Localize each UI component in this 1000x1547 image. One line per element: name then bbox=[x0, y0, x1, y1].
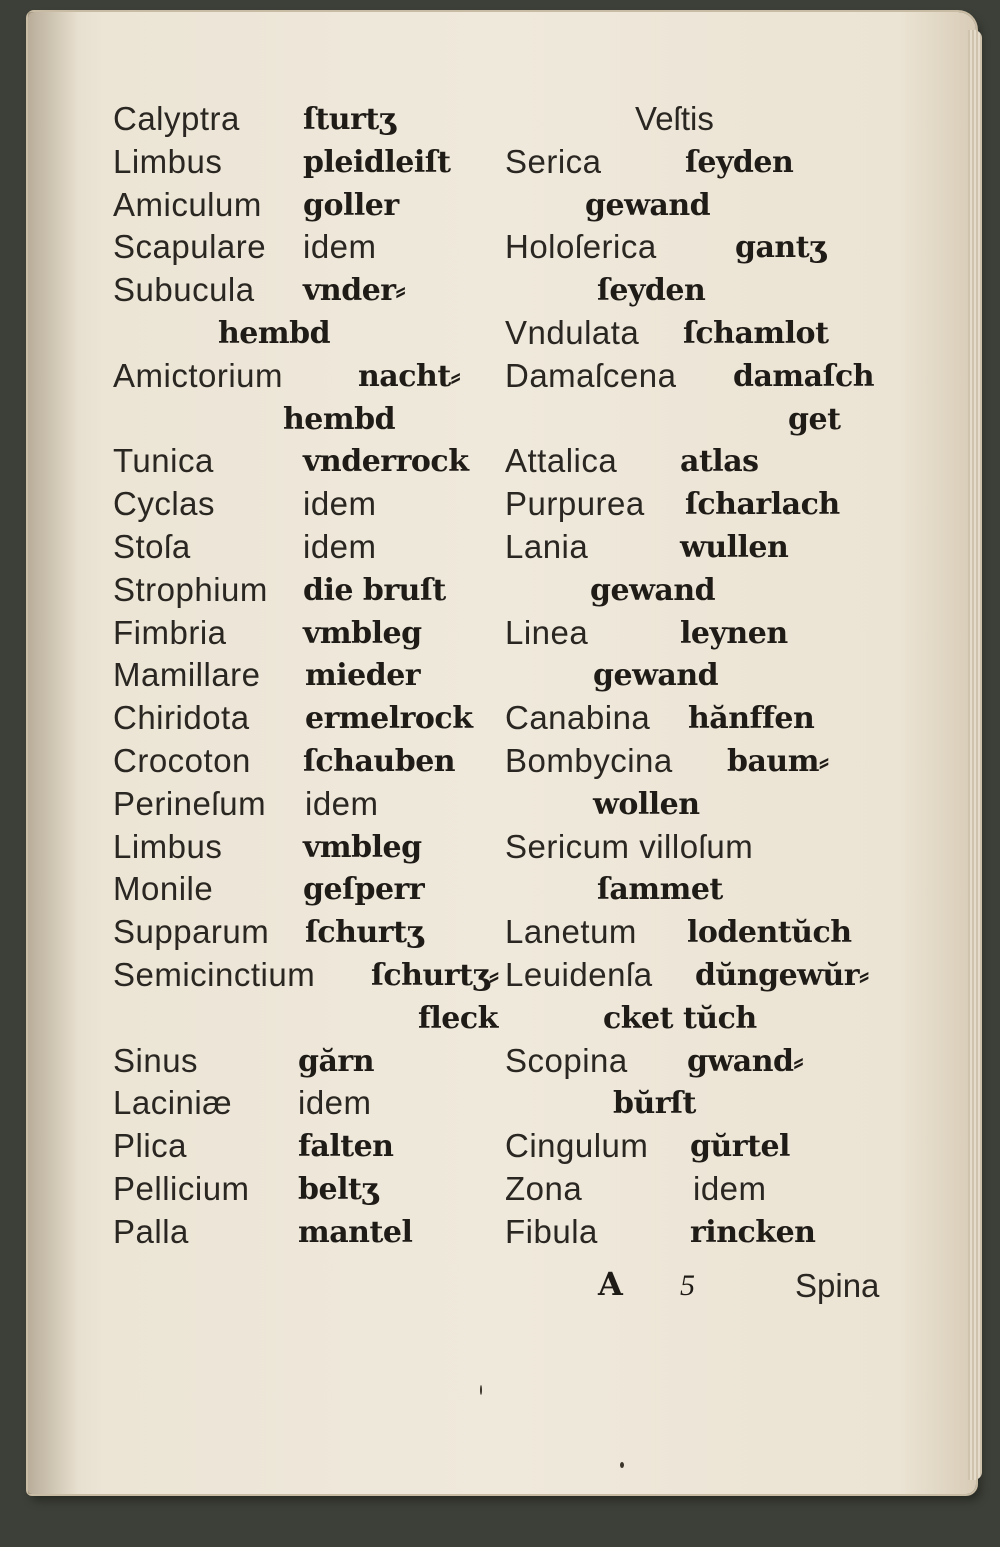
german-term: get bbox=[788, 401, 841, 437]
entry bbox=[113, 1213, 503, 1256]
german-term: hănffen bbox=[688, 701, 815, 737]
latin-term: Amiculum bbox=[113, 185, 262, 223]
column-heading bbox=[505, 100, 905, 143]
entry bbox=[505, 656, 905, 699]
german-term: gewand bbox=[593, 658, 719, 694]
entry bbox=[505, 571, 905, 614]
german-term: dŭngewŭr⸗ bbox=[695, 957, 869, 993]
entry bbox=[113, 870, 503, 913]
entry bbox=[113, 828, 503, 871]
latin-term: Sinus bbox=[113, 1041, 199, 1079]
german-term: geſperr bbox=[303, 872, 425, 908]
german-term: atlas bbox=[680, 444, 759, 480]
entry bbox=[505, 271, 905, 314]
entry bbox=[113, 785, 503, 828]
entry bbox=[113, 571, 503, 614]
latin-term: Palla bbox=[113, 1212, 189, 1250]
german-term: ſchamlot bbox=[683, 315, 829, 351]
entry bbox=[113, 442, 503, 485]
ink-speck bbox=[480, 1385, 482, 1395]
german-term: idem bbox=[305, 784, 379, 822]
entry bbox=[505, 357, 905, 400]
entry bbox=[505, 528, 905, 571]
latin-term: Limbus bbox=[113, 142, 223, 180]
latin-term: Purpurea bbox=[505, 485, 645, 523]
german-term: bŭrſt bbox=[613, 1086, 696, 1122]
latin-term: Fimbria bbox=[113, 613, 227, 651]
heading-vestis: Veſtis bbox=[635, 100, 714, 137]
german-term: gantʒ bbox=[735, 230, 826, 266]
entry bbox=[113, 186, 503, 229]
latin-term: Supparum bbox=[113, 913, 270, 951]
german-term: nacht⸗ bbox=[358, 358, 461, 394]
entry bbox=[505, 442, 905, 485]
latin-term: Laciniæ bbox=[113, 1084, 233, 1122]
latin-term: Leuidenſa bbox=[505, 955, 653, 993]
german-term: vnder⸗ bbox=[303, 273, 406, 309]
entry bbox=[505, 314, 905, 357]
latin-term: Stoſa bbox=[113, 527, 191, 565]
latin-term: Cingulum bbox=[505, 1127, 649, 1165]
latin-term: Plica bbox=[113, 1127, 188, 1165]
german-term: vmbleg bbox=[303, 829, 422, 865]
signature-mark: A bbox=[598, 1265, 623, 1303]
german-term: gwand⸗ bbox=[687, 1043, 804, 1079]
entry bbox=[505, 228, 905, 271]
page-fore-edge bbox=[968, 30, 982, 1480]
right-column bbox=[505, 100, 905, 1256]
latin-term: Scapulare bbox=[113, 228, 267, 266]
entry bbox=[113, 1127, 503, 1170]
latin-term: Strophium bbox=[113, 570, 268, 608]
german-term: goller bbox=[303, 187, 399, 223]
german-term: ſeyden bbox=[685, 144, 794, 180]
entry bbox=[505, 614, 905, 657]
entry bbox=[505, 1084, 905, 1127]
latin-term: Serica bbox=[505, 142, 602, 180]
german-term: mieder bbox=[305, 658, 421, 694]
german-term: mantel bbox=[298, 1214, 413, 1250]
german-term: gewand bbox=[585, 187, 711, 223]
german-term: leynen bbox=[680, 615, 788, 651]
entry bbox=[505, 699, 905, 742]
german-term: fleck bbox=[418, 1000, 498, 1036]
german-term: cket tŭch bbox=[603, 1000, 757, 1036]
entry bbox=[505, 485, 905, 528]
latin-term: Mamillare bbox=[113, 656, 261, 694]
latin-term: Subucula bbox=[113, 271, 255, 309]
latin-term: Canabina bbox=[505, 699, 651, 737]
entry bbox=[505, 1127, 905, 1170]
entry bbox=[505, 828, 905, 871]
german-term: ſchauben bbox=[303, 743, 456, 779]
german-term: ſturtʒ bbox=[303, 102, 396, 137]
latin-term: Damaſcena bbox=[505, 356, 677, 394]
german-term: ſcharlach bbox=[685, 487, 840, 523]
entry bbox=[505, 785, 905, 828]
german-term: ſchurtʒ⸗ bbox=[371, 957, 499, 993]
german-term: gŭrtel bbox=[690, 1129, 790, 1165]
german-term: lodentŭch bbox=[687, 915, 852, 951]
latin-term: Lanetum bbox=[505, 913, 637, 951]
entry bbox=[113, 614, 503, 657]
entry bbox=[505, 913, 905, 956]
latin-term: Perineſum bbox=[113, 784, 267, 822]
entry bbox=[113, 314, 503, 357]
latin-term: Semicinctium bbox=[113, 955, 316, 993]
latin-term: Monile bbox=[113, 870, 214, 908]
latin-term: Linea bbox=[505, 613, 589, 651]
entry bbox=[113, 228, 503, 271]
german-term: pleidleiſt bbox=[303, 144, 451, 180]
entry bbox=[113, 656, 503, 699]
entry bbox=[113, 485, 503, 528]
entry bbox=[505, 400, 905, 443]
entry bbox=[505, 742, 905, 785]
entry bbox=[113, 956, 503, 999]
german-term: falten bbox=[298, 1129, 394, 1165]
entry bbox=[505, 1042, 905, 1085]
german-term: idem bbox=[693, 1169, 767, 1207]
german-term: gărn bbox=[298, 1043, 375, 1079]
german-term: ſeyden bbox=[597, 273, 706, 309]
entry bbox=[505, 186, 905, 229]
german-term: rincken bbox=[690, 1214, 816, 1250]
entry bbox=[505, 143, 905, 186]
entry bbox=[113, 528, 503, 571]
latin-term: Crocoton bbox=[113, 741, 251, 779]
latin-term: Tunica bbox=[113, 442, 214, 480]
latin-term: Pellicium bbox=[113, 1169, 250, 1207]
left-column bbox=[113, 100, 503, 1256]
entry bbox=[113, 913, 503, 956]
latin-term: Fibula bbox=[505, 1212, 598, 1250]
signature-number: 5 bbox=[680, 1269, 695, 1302]
entry bbox=[505, 1213, 905, 1256]
latin-term: Calyptra bbox=[113, 100, 240, 137]
entry bbox=[113, 400, 503, 443]
latin-term: Scopina bbox=[505, 1041, 628, 1079]
ink-speck bbox=[620, 1462, 624, 1468]
latin-term: Attalica bbox=[505, 442, 618, 480]
entry bbox=[113, 699, 503, 742]
entry bbox=[505, 870, 905, 913]
entry bbox=[113, 1042, 503, 1085]
german-term: wollen bbox=[593, 786, 700, 822]
catchword: Spina bbox=[795, 1267, 880, 1304]
german-term: ermelrock bbox=[305, 701, 473, 737]
entry bbox=[505, 999, 905, 1042]
german-term: die bruſt bbox=[303, 572, 446, 608]
german-term: damaſch bbox=[733, 358, 875, 394]
latin-term: Limbus bbox=[113, 827, 223, 865]
latin-term: Sericum villoſum bbox=[505, 827, 754, 865]
german-term: gewand bbox=[590, 572, 716, 608]
german-term: idem bbox=[298, 1084, 372, 1122]
entry bbox=[113, 100, 503, 143]
german-term: hembd bbox=[283, 401, 396, 437]
german-term: baum⸗ bbox=[727, 743, 829, 779]
latin-term: Holoſerica bbox=[505, 228, 657, 266]
latin-term: Chiridota bbox=[113, 699, 250, 737]
german-term: vnderrock bbox=[303, 444, 469, 480]
entry bbox=[505, 956, 905, 999]
german-term: ſchurtʒ bbox=[305, 915, 423, 951]
latin-term: Vndulata bbox=[505, 313, 640, 351]
entry bbox=[113, 143, 503, 186]
latin-term: Zona bbox=[505, 1169, 583, 1207]
entry bbox=[113, 999, 503, 1042]
entry bbox=[505, 1170, 905, 1213]
latin-term: Amictorium bbox=[113, 356, 284, 394]
entry bbox=[113, 1170, 503, 1213]
latin-term: Cyclas bbox=[113, 485, 216, 523]
german-term: hembd bbox=[218, 315, 331, 351]
german-term: beltʒ bbox=[298, 1171, 378, 1207]
entry bbox=[113, 742, 503, 785]
german-term: idem bbox=[303, 527, 377, 565]
page-footer bbox=[0, 1265, 1000, 1315]
german-term: idem bbox=[303, 228, 377, 266]
latin-term: Lania bbox=[505, 527, 589, 565]
entry bbox=[113, 357, 503, 400]
german-term: wullen bbox=[680, 529, 789, 565]
entry bbox=[113, 271, 503, 314]
latin-term: Bombycina bbox=[505, 741, 673, 779]
german-term: idem bbox=[303, 485, 377, 523]
entry bbox=[113, 1084, 503, 1127]
german-term: ſammet bbox=[597, 872, 723, 908]
german-term: vmbleg bbox=[303, 615, 422, 651]
